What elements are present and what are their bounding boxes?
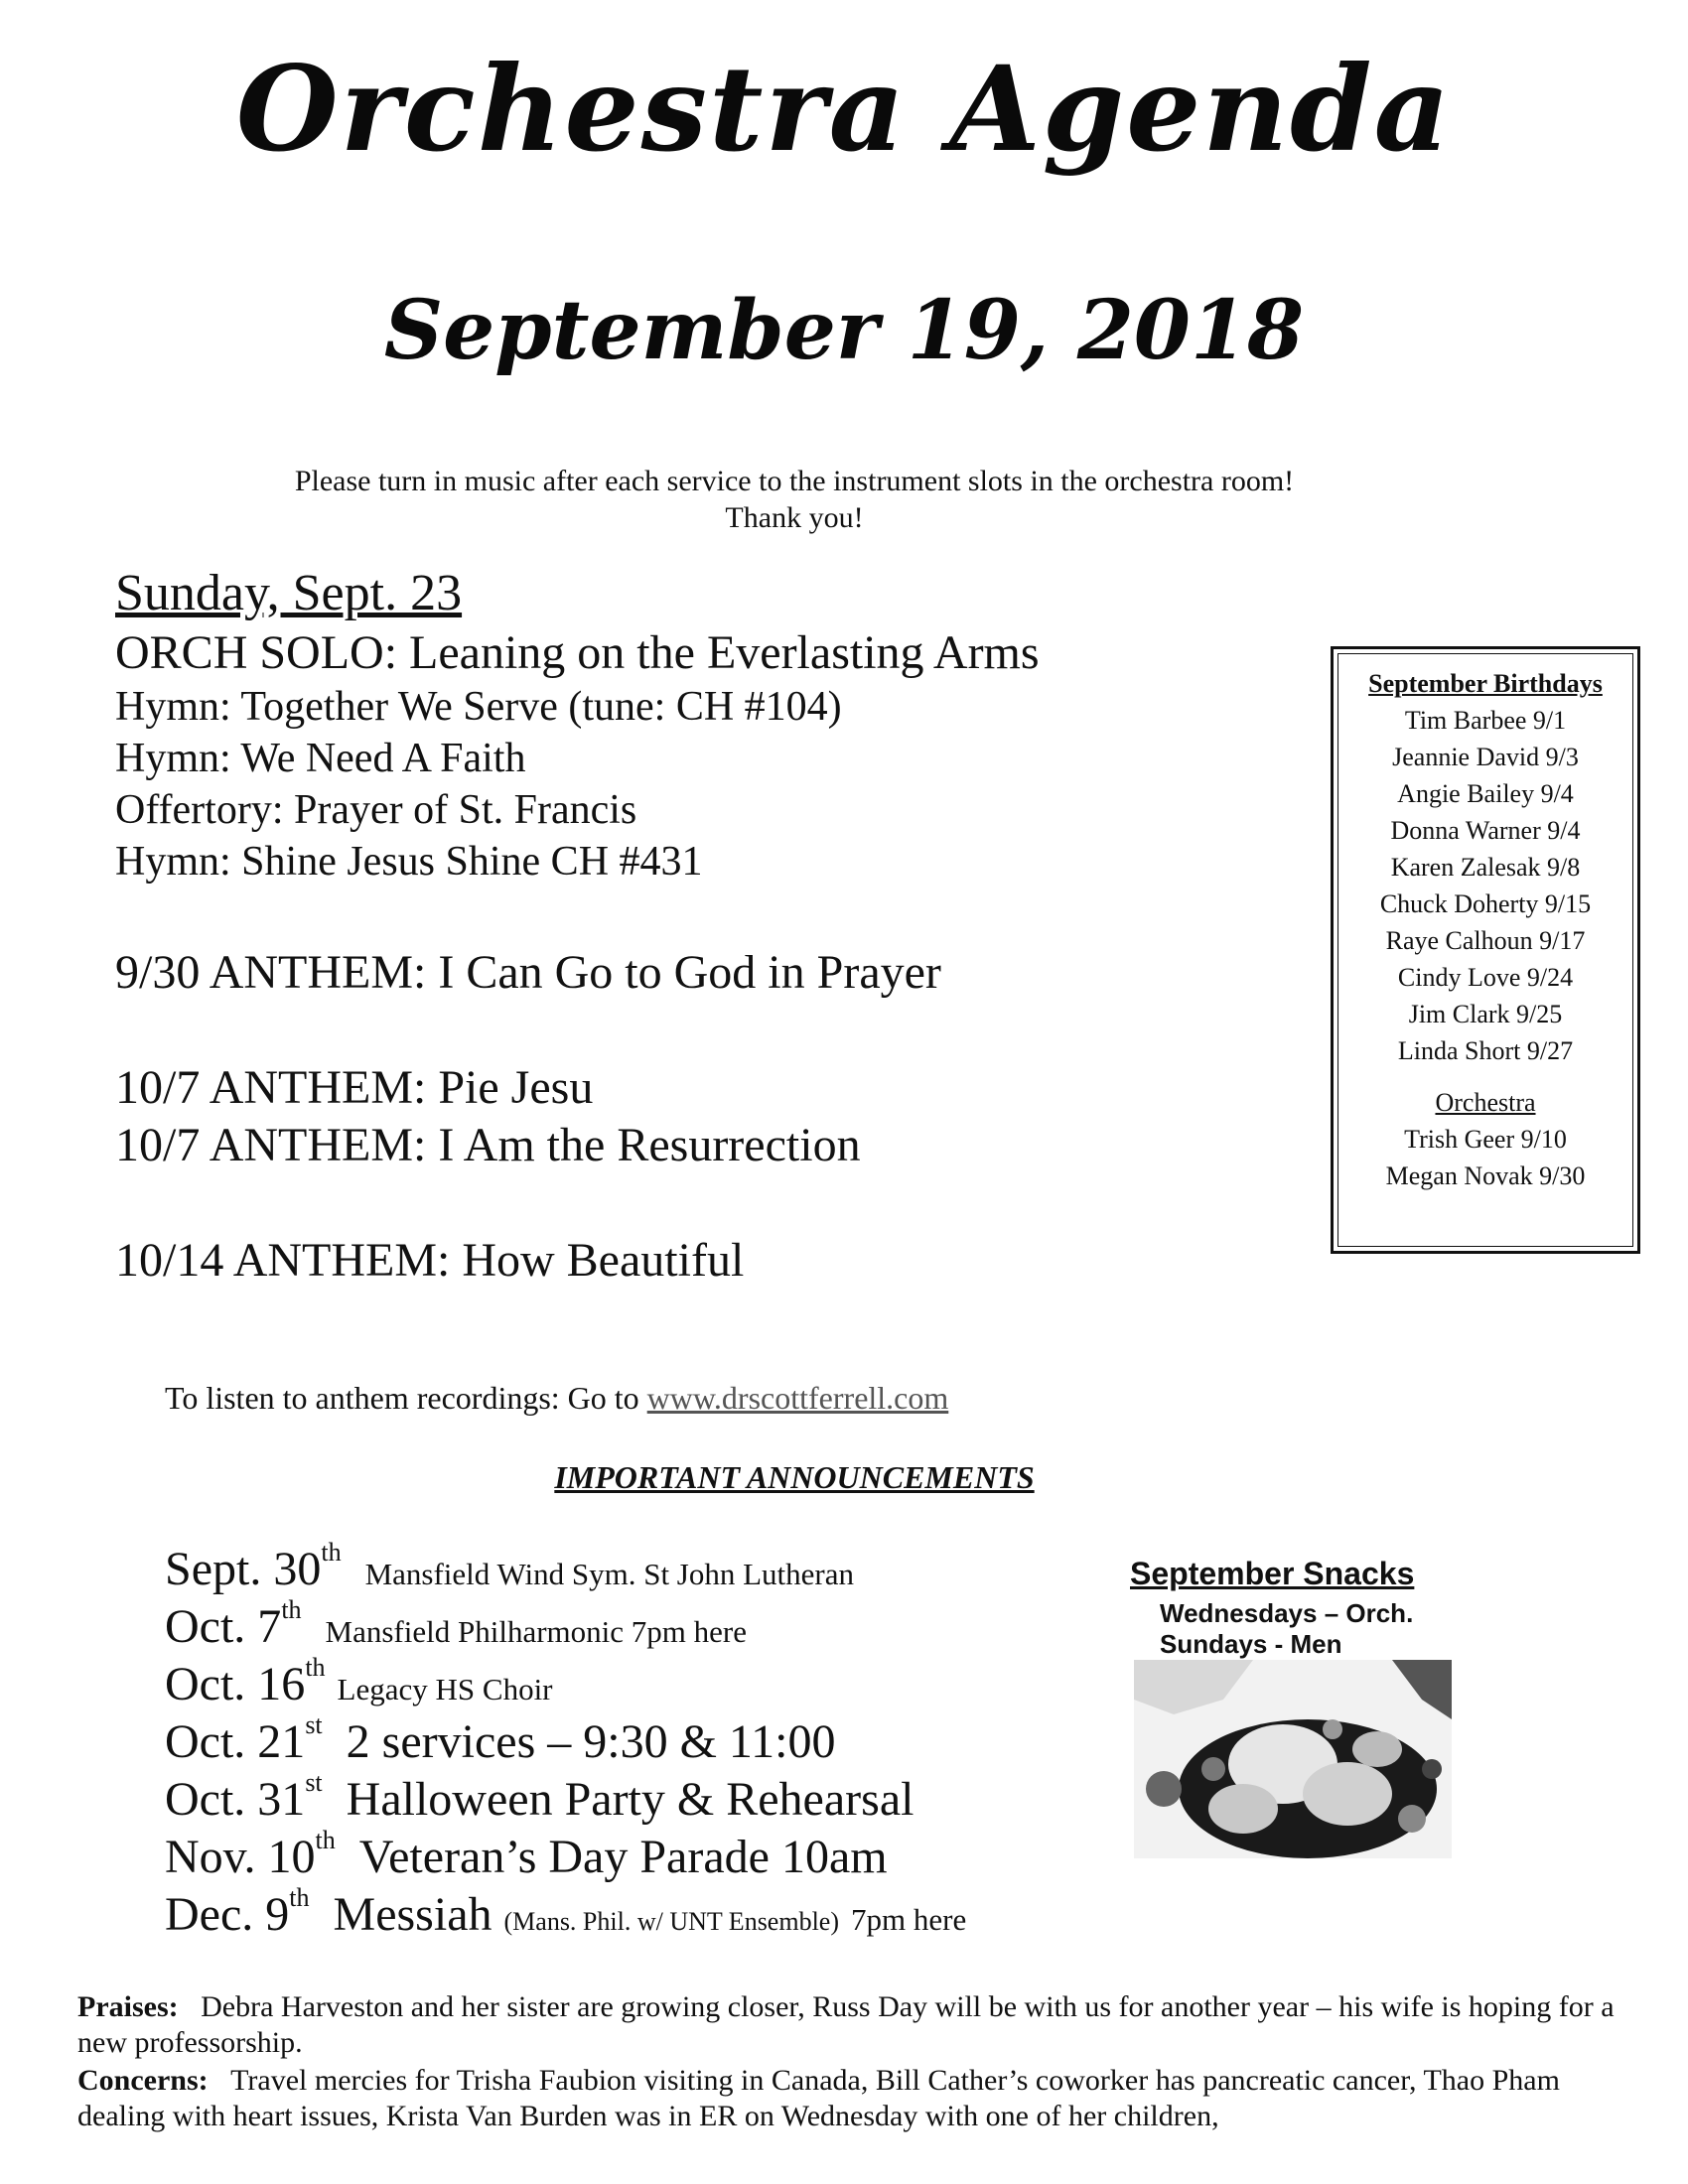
event-line	[165, 1883, 967, 1942]
recordings-note	[165, 1380, 948, 1417]
event-description: Legacy HS Choir	[337, 1672, 553, 1706]
orch-solo-line: ORCH SOLO: Leaning on the Everlasting Arms	[115, 626, 1040, 679]
event-date-suffix: st	[305, 1768, 323, 1797]
anthem-line: 10/14 ANTHEM: How Beautiful	[115, 1234, 745, 1287]
snacks-wednesday: Wednesdays – Orch.	[1160, 1598, 1414, 1628]
event-description: Mansfield Philharmonic 7pm here	[325, 1614, 747, 1649]
page-title: Orchestra Agenda	[235, 40, 1453, 178]
concerns-label: Concerns:	[77, 2064, 209, 2097]
hymn-line: Hymn: Together We Serve (tune: CH #104)	[115, 684, 842, 730]
announcements-heading: IMPORTANT ANNOUNCEMENTS	[554, 1459, 1035, 1495]
praises-paragraph	[77, 1989, 1626, 2061]
recordings-link[interactable]: www.drscottferrell.com	[646, 1380, 949, 1416]
birthday-entry: Cindy Love 9/24	[1397, 963, 1574, 992]
birthdays-heading: September Birthdays	[1368, 669, 1603, 698]
event-date-suffix: st	[305, 1710, 323, 1739]
event-date: Oct. 31	[165, 1773, 306, 1826]
birthday-entry: Karen Zalesak 9/8	[1390, 853, 1581, 882]
event-line	[165, 1595, 747, 1654]
event-line	[165, 1826, 888, 1884]
recordings-text: To listen to anthem recordings: Go to	[165, 1380, 647, 1416]
hymn-line: Hymn: We Need A Faith	[115, 736, 526, 781]
birthday-entry: Donna Warner 9/4	[1390, 816, 1581, 845]
event-date: Oct. 21	[165, 1715, 306, 1768]
sunday-heading: Sunday, Sept. 23	[115, 565, 463, 621]
event-date: Sept. 30	[165, 1543, 322, 1595]
orchestra-birthday-entry: Trish Geer 9/10	[1404, 1125, 1567, 1154]
event-date-suffix: th	[281, 1595, 302, 1624]
anthem-line: 10/7 ANTHEM: Pie Jesu	[115, 1061, 594, 1114]
agenda-date: September 19, 2018	[383, 283, 1305, 378]
snacks-sunday: Sundays - Men	[1160, 1629, 1342, 1659]
birthday-entry: Angie Bailey 9/4	[1397, 779, 1574, 808]
event-date-suffix: th	[315, 1826, 336, 1854]
event-line	[165, 1710, 836, 1769]
snacks-heading: September Snacks	[1130, 1556, 1415, 1591]
birthday-entry: Chuck Doherty 9/15	[1379, 889, 1592, 918]
concerns-paragraph	[77, 2063, 1626, 2134]
anthem-line: 10/7 ANTHEM: I Am the Resurrection	[115, 1119, 861, 1171]
snacks-photo	[1134, 1660, 1452, 1858]
hymn-line: Hymn: Shine Jesus Shine CH #431	[115, 839, 703, 885]
event-date: Oct. 7	[165, 1600, 282, 1653]
event-description: Halloween Party & Rehearsal	[346, 1773, 914, 1826]
birthday-entry: Jim Clark 9/25	[1408, 1000, 1563, 1028]
event-description: 2 services – 9:30 & 11:00	[346, 1715, 836, 1768]
birthday-entry: Raye Calhoun 9/17	[1385, 926, 1586, 955]
orchestra-birthdays-heading: Orchestra	[1435, 1088, 1536, 1117]
event-line	[165, 1538, 855, 1596]
event-time: 7pm here	[851, 1902, 967, 1937]
concerns-text: Travel mercies for Trisha Faubion visiting in Canada, Bill Cather’s coworker has pancreatic cancer, Thao Pham dealing with heart issues, Krista Van Burden was in ER on Wednesday with one of her children,	[77, 2064, 1560, 2132]
thank-you-note: Thank you!	[725, 501, 864, 534]
event-line	[165, 1653, 553, 1711]
music-return-note: Please turn in music after each service to the instrument slots in the orchestra room!	[294, 465, 1295, 497]
event-date-suffix: th	[321, 1538, 342, 1567]
praises-label: Praises:	[77, 1990, 179, 2023]
event-description: Veteran’s Day Parade 10am	[358, 1831, 888, 1883]
event-date-suffix: th	[305, 1653, 326, 1682]
birthday-entry: Linda Short 9/27	[1397, 1036, 1574, 1065]
orchestra-birthday-entry: Megan Novak 9/30	[1385, 1161, 1586, 1190]
birthday-entry: Tim Barbee 9/1	[1404, 706, 1567, 735]
event-date-suffix: th	[289, 1883, 310, 1912]
birthdays-box	[1331, 646, 1640, 1254]
event-description: Messiah	[333, 1888, 492, 1941]
event-date: Nov. 10	[165, 1831, 316, 1883]
event-description: Mansfield Wind Sym. St John Lutheran	[364, 1557, 855, 1591]
praises-text: Debra Harveston and her sister are growing closer, Russ Day will be with us for another year – his wife is hoping for a new professorship.	[77, 1990, 1615, 2059]
offertory-line: Offertory: Prayer of St. Francis	[115, 787, 637, 833]
birthday-entry: Jeannie David 9/3	[1392, 743, 1579, 771]
anthem-line: 9/30 ANTHEM: I Can Go to God in Prayer	[115, 946, 941, 999]
event-date: Dec. 9	[165, 1888, 290, 1941]
event-note: (Mans. Phil. w/ UNT Ensemble)	[503, 1907, 839, 1936]
event-line	[165, 1768, 914, 1827]
event-date: Oct. 16	[165, 1658, 306, 1710]
